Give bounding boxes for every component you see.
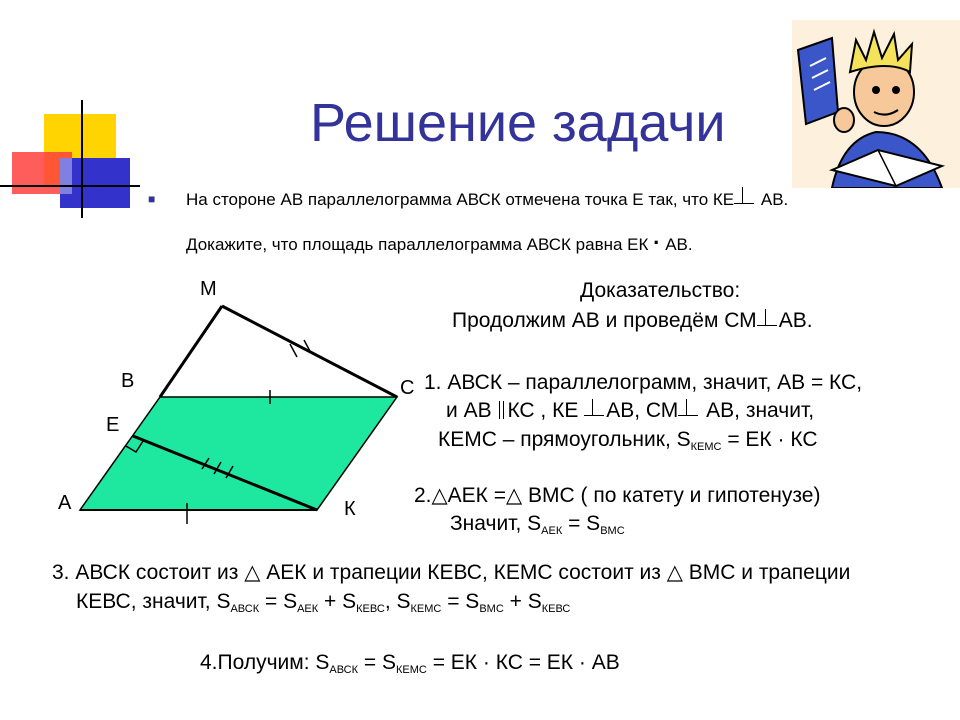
label-e: Е <box>106 414 120 436</box>
step-1-line-3 <box>438 429 817 453</box>
step-3-text-f: + S <box>318 590 357 613</box>
perpendicular-icon <box>584 401 606 417</box>
bullet-icon: ■ <box>148 192 156 206</box>
step-4-text-a: 4.Получим: S <box>200 651 330 674</box>
step-4-text-b: = S <box>358 651 396 674</box>
proof-heading: Доказательство: <box>580 279 741 302</box>
parallelogram-abck <box>80 397 397 510</box>
perpendicular-icon <box>757 311 779 327</box>
step-3-text-i: + S <box>503 590 542 613</box>
step-1-text-a: и АВ <box>446 399 492 422</box>
subscript: АВСК <box>329 664 359 676</box>
problem-line-1-text: На стороне АВ параллелограмма АВСК отмечена точка Е так, что КЕ <box>186 190 735 209</box>
triangle-icon: △ <box>244 561 261 584</box>
problem-line-2-end: АВ. <box>665 235 693 254</box>
subscript: КЕМС <box>410 603 442 615</box>
subscript: АЕК <box>297 603 319 615</box>
triangle-icon: △ <box>666 561 683 584</box>
step-2-line-2 <box>450 513 625 537</box>
label-b: В <box>121 370 135 392</box>
subscript: КЕМС <box>396 664 427 676</box>
subscript: КЕВС <box>356 603 385 615</box>
step-3-line-2 <box>76 591 570 615</box>
perpendicular-icon <box>678 401 700 417</box>
problem-line-1-end: АВ. <box>760 190 789 209</box>
step-3-text-c: ВМС и трапеции <box>688 561 851 584</box>
step-1-text-d: АВ, значит, <box>706 399 815 422</box>
step-1-text-f: = ЕК · КС <box>721 428 818 451</box>
subscript: КЕМС <box>690 441 722 453</box>
step-3-line-1 <box>52 562 850 583</box>
step-2-text-d: = S <box>562 512 601 535</box>
extension-bm <box>160 306 222 397</box>
step-2-text-a: АЕК = <box>447 484 507 507</box>
proof-intro <box>452 310 813 331</box>
step-3-text-a: 3. АВСК состоит из <box>52 561 239 584</box>
triangle-icon: △ <box>506 484 523 507</box>
dot-operator: · <box>653 230 661 255</box>
step-2-line-1 <box>414 485 820 506</box>
step-1-line-2 <box>446 400 814 421</box>
parallel-icon <box>497 401 507 417</box>
step-3-text-h: = S <box>441 590 480 613</box>
step-4-line <box>200 652 620 676</box>
label-m: М <box>200 278 217 300</box>
step-1-text-b: КС , КЕ <box>507 399 579 422</box>
step-3-text-b: АЕК и трапеции КЕВС, КЕМС состоит из <box>266 561 661 584</box>
step-1-text-c: АВ, СМ <box>606 399 679 422</box>
label-k: К <box>344 498 356 520</box>
proof-intro-end: АВ. <box>778 309 813 332</box>
subscript: АЕК <box>541 525 563 537</box>
step-3-text-g: , S <box>384 590 411 613</box>
step-3-text-e: = S <box>259 590 298 613</box>
step-2-num: 2. <box>414 484 432 507</box>
step-1-text-e: КЕМС – прямоугольник, S <box>438 428 691 451</box>
problem-line-2-text: Докажите, что площадь параллелограмма АВСК равна ЕК <box>186 235 649 254</box>
step-4-text-c: = ЕК · КС = ЕК · АВ <box>426 651 620 674</box>
step-2-text-c: Значит, S <box>450 512 542 535</box>
subscript: КЕВС <box>541 603 571 615</box>
subscript: ВМС <box>600 525 625 537</box>
triangle-icon: △ <box>431 484 448 507</box>
label-c: С <box>400 377 415 399</box>
step-3-text-d: КЕВС, значит, S <box>76 590 231 613</box>
subscript: АВСК <box>230 603 260 615</box>
subscript: ВМС <box>479 603 504 615</box>
slide-title: Решение задачи <box>310 93 726 153</box>
step-2-text-b: ВМС ( по катету и гипотенузе) <box>528 484 821 507</box>
proof-intro-text: Продолжим АВ и проведём СМ <box>452 309 757 332</box>
step-1-line-1: 1. АВСК – параллелограмм, значит, АВ = КС, <box>424 371 863 394</box>
label-a: А <box>58 492 72 514</box>
